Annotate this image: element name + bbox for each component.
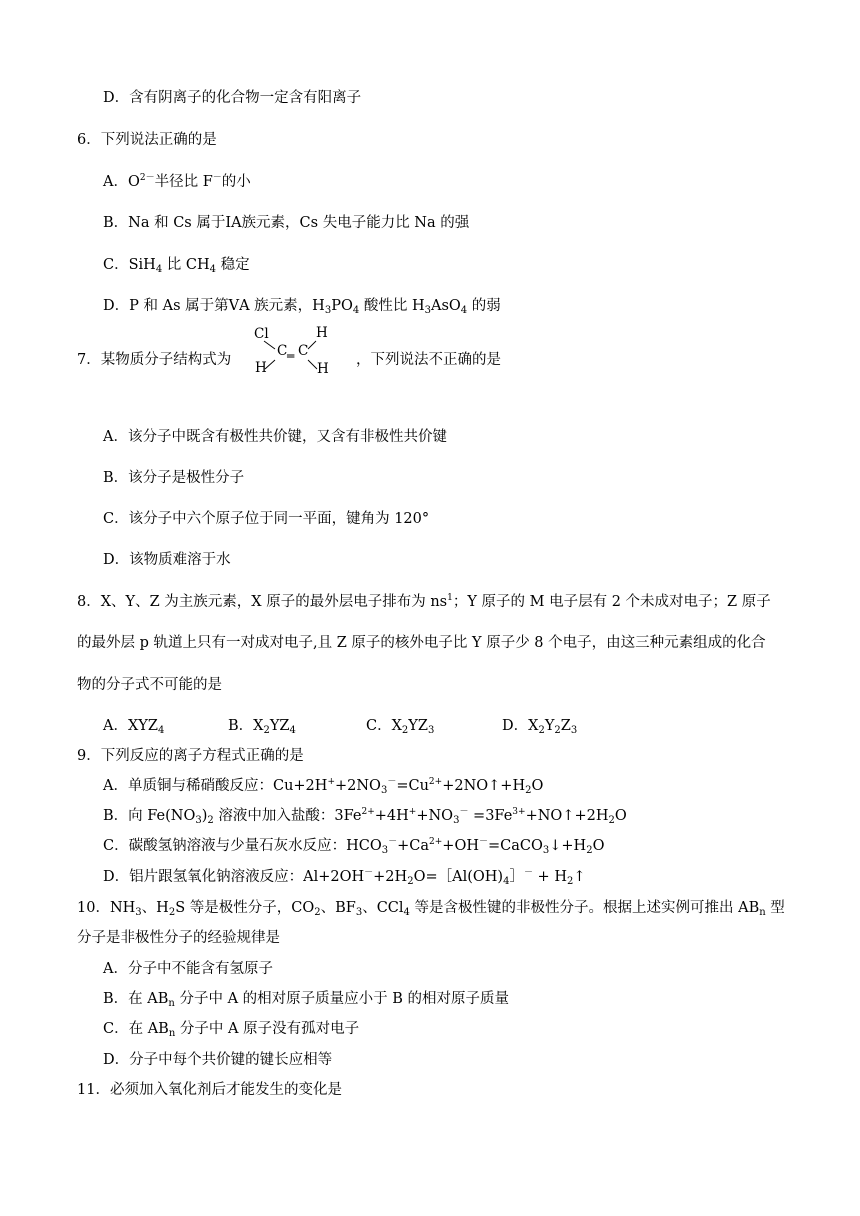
atom-h-bottom-right: H [317, 361, 329, 377]
atom-h-top-right: H [316, 325, 328, 341]
q10-line-1: 10．$NH_3$、$H_2S$ 等是极性分子，$CO_2$、$BF_3$、CCl$_4$ 等是含极性键的非极性分子。根据上述实例可推出 $AB_n$ 型 [77, 900, 785, 918]
molecule-structure [248, 322, 348, 382]
q9-option-c: C．碳酸氢钠溶液与少量石灰水反应：$HCO_3^-+Ca^{2+}+OH^-=CaCO_3↓+H_2O$ [103, 837, 605, 856]
bond-lines [248, 322, 348, 382]
q7-option-c: C．该分子中六个原子位于同一平面，键角为 120° [103, 511, 430, 527]
q6-option-b: B．Na 和 Cs 属于ⅠA族元素，Cs 失电子能力比 Na 的强 [103, 215, 470, 231]
q10-line-2: 分子是非极性分子的经验规律是 [77, 930, 280, 946]
q6-option-a: A．$O^{2-}$半径比 F－的小 [103, 173, 251, 190]
q8-option-d: D．$X_2Y_2Z_3$ [502, 718, 578, 736]
q7-option-d: D．该物质难溶于水 [103, 552, 231, 568]
q9-stem: 9．下列反应的离子方程式正确的是 [77, 748, 304, 764]
q11-stem: 11．必须加入氧化剂后才能发生的变化是 [77, 1082, 342, 1098]
atom-c-left: C [277, 343, 288, 359]
atom-c-right: C [298, 343, 309, 359]
q7-stem-prefix: 7．某物质分子结构式为 [77, 352, 232, 368]
q8-line-1: 8．X、Y、Z 为主族元素，X 原子的最外层电子排布为 $ns^1$；Y 原子的 M 电子层有 2 个未成对电子；Z 原子 [77, 593, 771, 610]
q10-option-b: B．在 $AB_n$ 分子中 A 的相对原子质量应小于 B 的相对原子质量 [103, 991, 510, 1009]
q8-line-3: 物的分子式不可能的是 [77, 677, 222, 693]
q8-line-2: 的最外层 p 轨道上只有一对成对电子,且 Z 原子的核外电子比 Y 原子少 8 个电子，由这三种元素组成的化合 [77, 635, 766, 651]
q10-option-d: D．分子中每个共价键的键长应相等 [103, 1052, 333, 1068]
q8-option-c: C．$X_2YZ_3$ [366, 718, 435, 736]
q8-option-b: B．$X_2YZ_4$ [228, 718, 296, 736]
q8-option-a: A．$XYZ_4$ [103, 718, 165, 736]
q6-option-c: C．SiH$_4$ 比 $CH_4$ 稳定 [103, 257, 250, 275]
q7-stem-suffix: ，下列说法不正确的是 [356, 352, 501, 368]
double-bond: ═ [287, 349, 295, 363]
q7-option-b: B．该分子是极性分子 [103, 470, 245, 486]
q9-option-b: B．向 $Fe(NO_3)_2$ 溶液中加入盐酸：$3Fe^{2+}+4H^++NO_3^-$ $=3Fe^{3+}+NO↑+2H_2O$ [103, 807, 627, 826]
q9-option-d: D．铝片跟氢氧化钠溶液反应：$Al+2OH^-+2H_2O=[Al(OH)_4]^-$ + $H_2↑$ [103, 868, 586, 887]
q5-option-d: D．含有阴离子的化合物一定含有阳离子 [103, 90, 362, 106]
q10-option-c: C．在 $AB_n$ 分子中 A 原子没有孤对电子 [103, 1021, 360, 1039]
q10-option-a: A．分子中不能含有氢原子 [103, 961, 273, 977]
q6-option-d: D．P 和 As 属于第ⅤA 族元素，$H_3PO_4$ 酸性比 $H_3AsO_4$ 的弱 [103, 298, 501, 316]
atom-cl: Cl [254, 326, 269, 342]
atom-h-left: H [255, 360, 267, 376]
q9-option-a: A．单质铜与稀硝酸反应：$Cu+2H^++2NO_3^-=Cu^{2+}+2NO↑+H_2O$ [103, 777, 544, 796]
q7-option-a: A．该分子中既含有极性共价键，又含有非极性共价键 [103, 429, 447, 445]
q6-stem: 6．下列说法正确的是 [77, 132, 217, 148]
